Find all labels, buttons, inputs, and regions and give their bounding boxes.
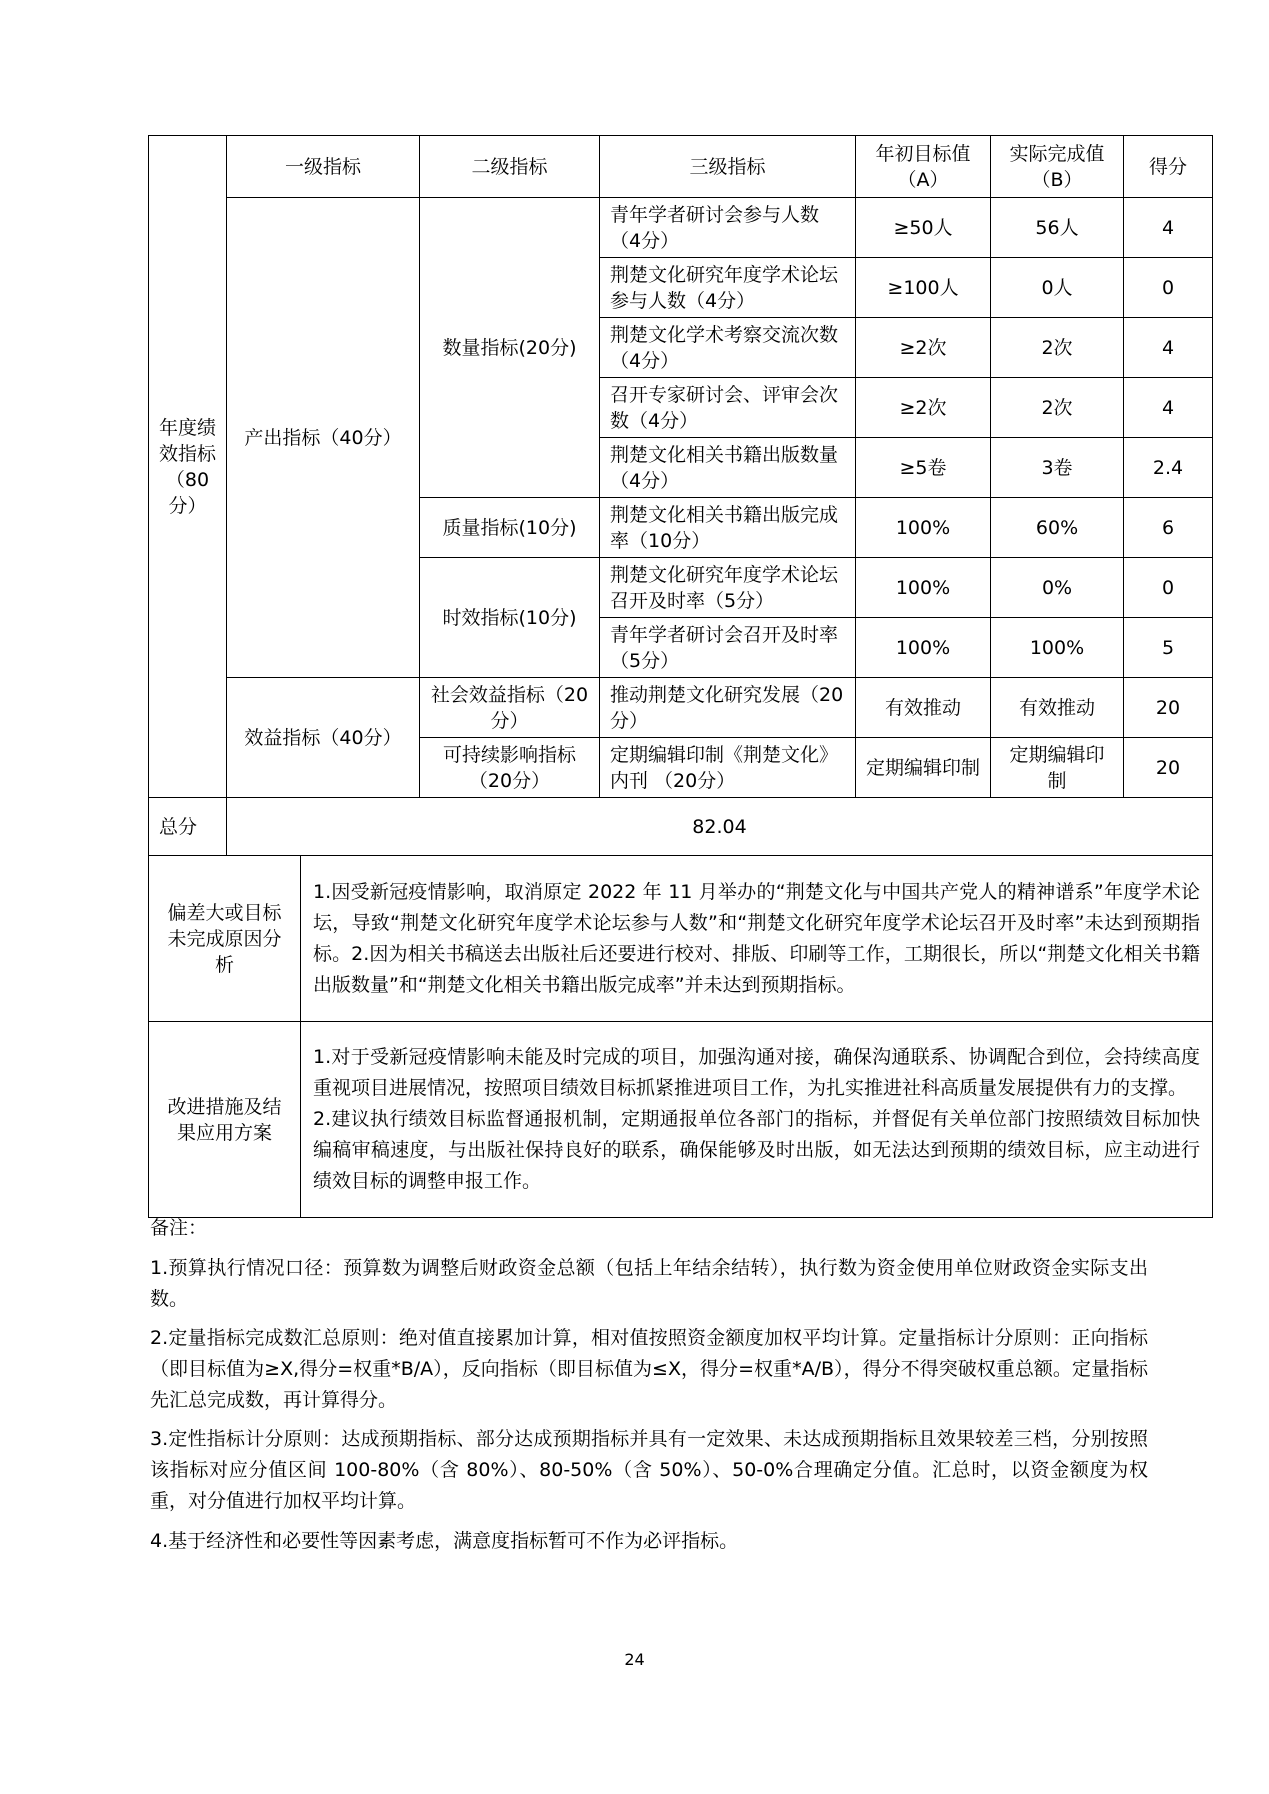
table-row-target: 100% bbox=[856, 498, 991, 558]
table-row-indicator: 定期编辑印制《荆楚文化》内刊 （20分） bbox=[600, 738, 856, 798]
table-row-target: ≥5卷 bbox=[856, 438, 991, 498]
table-row-indicator: 召开专家研讨会、评审会次数（4分） bbox=[600, 378, 856, 438]
table-row-indicator: 青年学者研讨会参与人数（4分） bbox=[600, 198, 856, 258]
table-row-target: 有效推动 bbox=[856, 678, 991, 738]
header-target: 年初目标值（A） bbox=[856, 136, 991, 198]
header-level1: 一级指标 bbox=[227, 136, 420, 198]
note-4: 4.基于经济性和必要性等因素考虑，满意度指标暂可不作为必评指标。 bbox=[150, 1530, 739, 1552]
table-row-target: 100% bbox=[856, 558, 991, 618]
group-benefit: 效益指标（40分） bbox=[227, 678, 420, 798]
table-row-actual: 有效推动 bbox=[991, 678, 1124, 738]
table-row-target: ≥100人 bbox=[856, 258, 991, 318]
table-row-actual: 100% bbox=[991, 618, 1124, 678]
table-row-target: 定期编辑印制 bbox=[856, 738, 991, 798]
group-quality: 质量指标(10分) bbox=[420, 498, 600, 558]
group-timeliness: 时效指标(10分) bbox=[420, 558, 600, 678]
group-output: 产出指标（40分） bbox=[227, 198, 420, 678]
note-2: 2.定量指标完成数汇总原则：绝对值直接累加计算，相对值按照资金额度加权平均计算。定量指标计分原则：正向指标（即目标值为≥X,得分=权重*B/A），反向指标（即目标值为≤X，得分=权重*A/B），得分不得突破权重总额。定量指标先汇总完成数，再计算得分。 bbox=[150, 1327, 1148, 1411]
table-row-score: 4 bbox=[1124, 318, 1213, 378]
table-row-indicator: 荆楚文化研究年度学术论坛参与人数（4分） bbox=[600, 258, 856, 318]
deviation-text: 1.因受新冠疫情影响，取消原定 2022 年 11 月举办的“荆楚文化与中国共产党人的精神谱系”年度学术论坛，导致“荆楚文化研究年度学术论坛参与人数”和“荆楚文化研究年度学术论坛召开及时率”未达到预期指标。2.因为相关书稿送去出版社后还要进行校对、排版、印刷等工作，工期很长，所以“荆楚文化相关书籍出版数量”和“荆楚文化相关书籍出版完成率”并未达到预期指标。 bbox=[301, 856, 1213, 1022]
table-row-actual: 2次 bbox=[991, 318, 1124, 378]
table-row-score: 20 bbox=[1124, 738, 1213, 798]
table-row-target: 100% bbox=[856, 618, 991, 678]
total-value: 82.04 bbox=[227, 798, 1213, 856]
table-row-score: 2.4 bbox=[1124, 438, 1213, 498]
performance-table bbox=[148, 135, 1213, 1218]
improve-paragraph-1: 1.对于受新冠疫情影响未能及时完成的项目，加强沟通对接，确保沟通联系、协调配合到位，会持续高度重视项目进展情况，按照项目绩效目标抓紧推进项目工作，为扎实推进社科高质量发展提供有力的支撑。 bbox=[313, 1046, 1201, 1099]
table-row-actual: 56人 bbox=[991, 198, 1124, 258]
table-row-target: ≥50人 bbox=[856, 198, 991, 258]
table-row-score: 4 bbox=[1124, 378, 1213, 438]
table-row-target: ≥2次 bbox=[856, 378, 991, 438]
group-quantity: 数量指标(20分) bbox=[420, 198, 600, 498]
deviation-label: 偏差大或目标未完成原因分析 bbox=[149, 856, 301, 1022]
header-level2: 二级指标 bbox=[420, 136, 600, 198]
improve-paragraph-2: 2.建议执行绩效目标监督通报机制，定期通报单位各部门的指标，并督促有关单位部门按照绩效目标加快编稿审稿速度，与出版社保持良好的联系，确保能够及时出版，如无法达到预期的绩效目标，应主动进行绩效目标的调整申报工作。 bbox=[313, 1108, 1201, 1192]
table-row-score: 6 bbox=[1124, 498, 1213, 558]
table-row-indicator: 推动荆楚文化研究发展（20分） bbox=[600, 678, 856, 738]
group-social: 社会效益指标（20分） bbox=[420, 678, 600, 738]
group-sustain: 可持续影响指标（20分） bbox=[420, 738, 600, 798]
table-row-actual: 0人 bbox=[991, 258, 1124, 318]
improve-label: 改进措施及结果应用方案 bbox=[149, 1022, 301, 1218]
table-row-score: 20 bbox=[1124, 678, 1213, 738]
table-row-actual: 定期编辑印制 bbox=[991, 738, 1124, 798]
table-row-score: 0 bbox=[1124, 258, 1213, 318]
note-1: 1.预算执行情况口径：预算数为调整后财政资金总额（包括上年结余结转），执行数为资金使用单位财政资金实际支出数。 bbox=[150, 1257, 1148, 1310]
note-3: 3.定性指标计分原则：达成预期指标、部分达成预期指标并具有一定效果、未达成预期指标且效果较差三档，分别按照该指标对应分值区间 100-80%（含 80%）、80-50%（含 50%）、50-0%合理确定分值。汇总时，以资金额度为权重，对分值进行加权平均计算。 bbox=[150, 1428, 1148, 1512]
table-row-actual: 0% bbox=[991, 558, 1124, 618]
header-actual: 实际完成值（B） bbox=[991, 136, 1124, 198]
table-row-indicator: 荆楚文化研究年度学术论坛召开及时率（5分） bbox=[600, 558, 856, 618]
table-row-actual: 2次 bbox=[991, 378, 1124, 438]
page-number: 24 bbox=[624, 1650, 645, 1669]
table-row-indicator: 荆楚文化相关书籍出版完成率（10分） bbox=[600, 498, 856, 558]
table-row-indicator: 青年学者研讨会召开及时率（5分） bbox=[600, 618, 856, 678]
table-row-actual: 60% bbox=[991, 498, 1124, 558]
header-score: 得分 bbox=[1124, 136, 1213, 198]
table-row-score: 4 bbox=[1124, 198, 1213, 258]
total-label: 总分 bbox=[149, 798, 227, 856]
notes-title: 备注： bbox=[150, 1217, 208, 1239]
table-row-score: 5 bbox=[1124, 618, 1213, 678]
table-row-score: 0 bbox=[1124, 558, 1213, 618]
table-row-target: ≥2次 bbox=[856, 318, 991, 378]
table-row-indicator: 荆楚文化学术考察交流次数（4分） bbox=[600, 318, 856, 378]
header-level3: 三级指标 bbox=[600, 136, 856, 198]
improve-text bbox=[301, 1022, 1213, 1218]
table-row-indicator: 荆楚文化相关书籍出版数量（4分） bbox=[600, 438, 856, 498]
side-label: 年度绩效指标（80分） bbox=[149, 136, 227, 798]
table-row-actual: 3卷 bbox=[991, 438, 1124, 498]
